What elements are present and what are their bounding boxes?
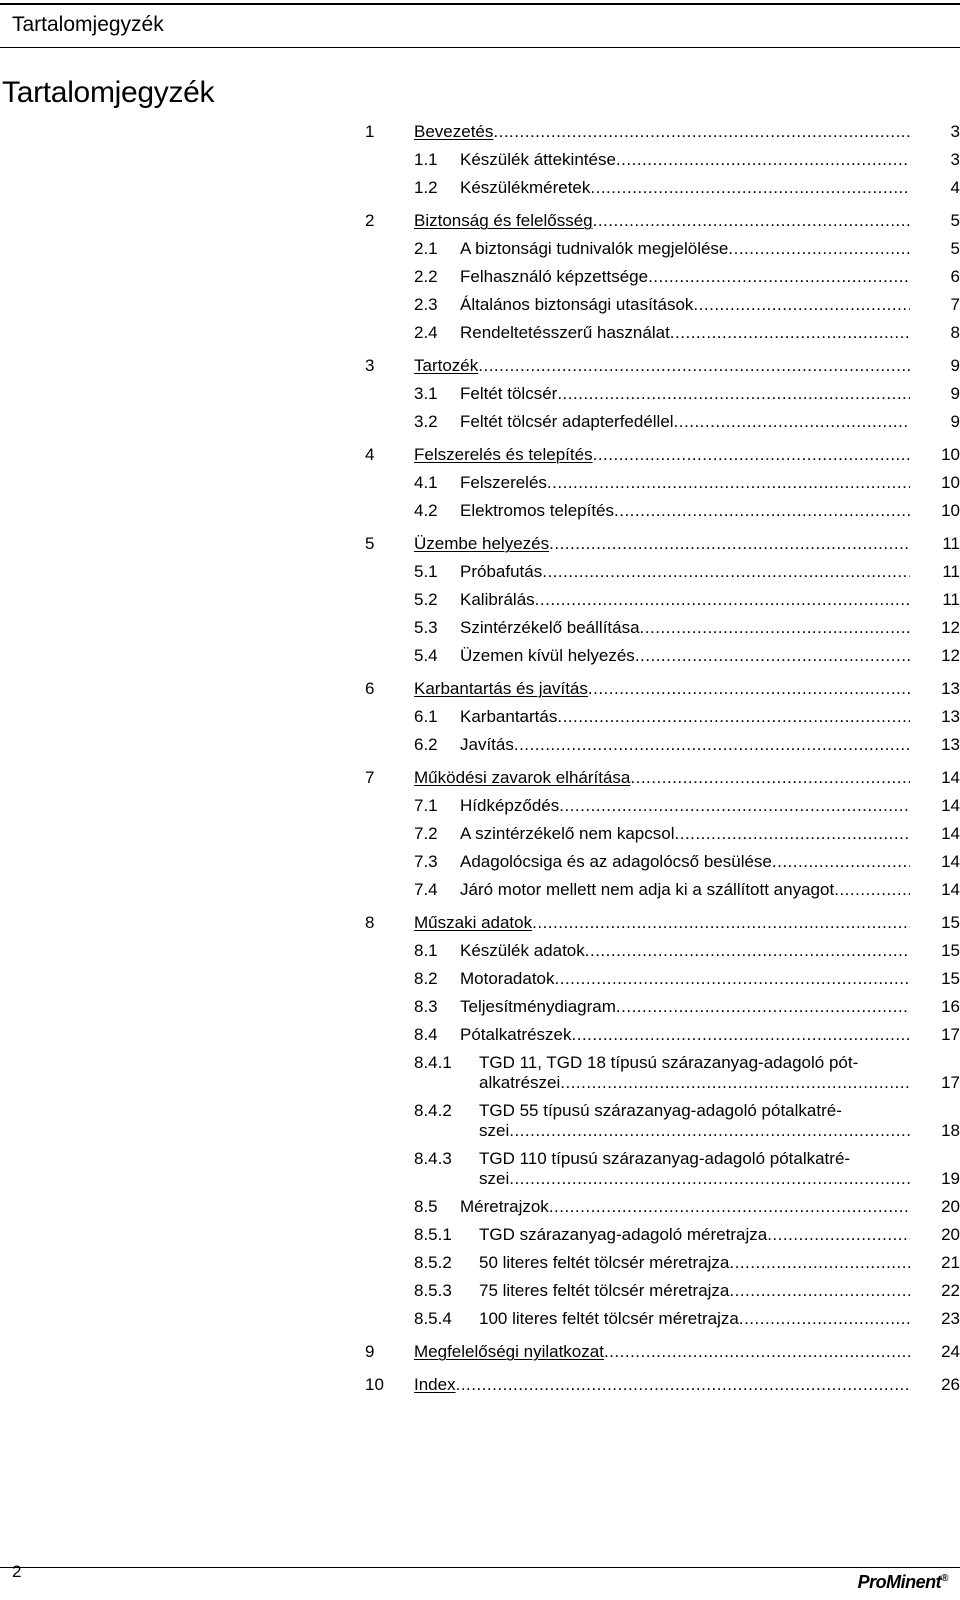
toc-entry-title: Működési zavarok elhárítása (414, 768, 631, 787)
toc-entry-page: 5 (950, 239, 960, 258)
toc-entry-page: 14 (941, 768, 960, 787)
dot-leader (640, 618, 910, 638)
toc-entry-title: TGD 55 típusú szárazanyag-adagoló pótalkatré- (479, 1101, 842, 1120)
toc-entry-title: Üzemen kívül helyezés (460, 646, 635, 665)
toc-entry-page: 12 (941, 646, 960, 665)
dot-leader (572, 1025, 911, 1045)
toc-entry-title-continued: szei (479, 1169, 510, 1188)
toc-entry-page: 14 (941, 852, 960, 871)
toc-entry-number: 6 (365, 679, 375, 698)
dot-leader (559, 796, 910, 816)
dot-leader (739, 1309, 910, 1329)
toc-entry-title: TGD 11, TGD 18 típusú szárazanyag-adagoló pót- (479, 1053, 859, 1072)
dot-leader (593, 445, 910, 465)
dot-leader (456, 1375, 910, 1395)
toc-entry-title: 100 literes feltét tölcsér méretrajza (479, 1309, 739, 1328)
toc-entry-number: 4.1 (414, 473, 438, 492)
toc-entry-number: 3 (365, 356, 375, 375)
toc-entry-number: 1.1 (414, 150, 438, 169)
toc-entry-page: 7 (950, 295, 960, 314)
toc-entry-title: Feltét tölcsér (460, 384, 558, 403)
toc-entry-title: Felszerelés és telepítés (414, 445, 593, 464)
brand-logo: ProMinent® (857, 1572, 948, 1592)
toc-entry-page: 13 (941, 679, 960, 698)
toc-entry-page: 20 (941, 1197, 960, 1216)
toc-entry-title: Pótalkatrészek (460, 1025, 572, 1044)
toc-entry-title: Adagolócsiga és az adagolócső besülése (460, 852, 772, 871)
toc-entry-title: A biztonsági tudnivalók megjelölése (460, 239, 729, 258)
dot-leader (728, 239, 910, 259)
toc-entry-title: Elektromos telepítés (460, 501, 615, 520)
dot-leader (693, 295, 910, 315)
toc-entry-number: 8 (365, 913, 375, 932)
toc-entry-title: Karbantartás és javítás (414, 679, 588, 698)
toc-entry-number: 5.2 (414, 590, 438, 609)
toc-entry-number: 2.1 (414, 239, 438, 258)
dot-leader (729, 1281, 910, 1301)
dot-leader (670, 323, 910, 343)
toc-entry-page: 17 (941, 1025, 960, 1044)
toc-entry-page: 22 (941, 1281, 960, 1300)
toc-entry-number: 8.2 (414, 969, 438, 988)
toc-entry-number: 8.5 (414, 1197, 438, 1216)
toc-entry-page: 12 (941, 618, 960, 637)
toc-entry-page: 10 (941, 445, 960, 464)
dot-leader (630, 768, 910, 788)
toc-entry-number: 8.5.2 (414, 1253, 452, 1272)
toc-entry-page: 6 (950, 267, 960, 286)
toc-entry-number: 1.2 (414, 178, 438, 197)
toc-entry-title: Karbantartás (460, 707, 558, 726)
toc-entry-number: 4 (365, 445, 375, 464)
toc-entry-title: Feltét tölcsér adapterfedéllel (460, 412, 674, 431)
dot-leader (560, 1073, 910, 1093)
toc-entry-title: Megfelelőségi nyilatkozat (414, 1342, 604, 1361)
toc-entry-number: 3.1 (414, 384, 438, 403)
toc-entry-page: 8 (950, 323, 960, 342)
toc-entry-page: 9 (950, 384, 960, 403)
running-header: Tartalomjegyzék (12, 13, 164, 36)
toc-entry-title: Készülék adatok (460, 941, 585, 960)
dot-leader (535, 590, 910, 610)
toc-entry-page: 9 (950, 356, 960, 375)
dot-leader (648, 267, 910, 287)
toc-entry-number: 8.1 (414, 941, 438, 960)
toc-entry-page: 10 (941, 501, 960, 520)
dot-leader (542, 562, 910, 582)
header-top-rule (0, 3, 960, 5)
toc-entry-page: 21 (941, 1253, 960, 1272)
dot-leader (555, 969, 911, 989)
toc-entry-page: 23 (941, 1309, 960, 1328)
dot-leader (729, 1253, 910, 1273)
toc-entry-title: 50 literes feltét tölcsér méretrajza (479, 1253, 730, 1272)
toc-entry-page: 13 (941, 707, 960, 726)
toc-entry-number: 6.2 (414, 735, 438, 754)
toc-entry-page: 5 (950, 211, 960, 230)
toc-entry-page: 17 (941, 1073, 960, 1092)
toc-entry-number: 9 (365, 1342, 375, 1361)
dot-leader (593, 211, 910, 231)
toc-entry-title: Kalibrálás (460, 590, 535, 609)
toc-entry-number: 1 (365, 122, 375, 141)
toc-entry-title: Teljesítménydiagram (460, 997, 616, 1016)
toc-entry-page: 24 (941, 1342, 960, 1361)
toc-entry-number: 3.2 (414, 412, 438, 431)
toc-entry-title: Biztonság és felelősség (414, 211, 593, 230)
toc-entry-title: 75 literes feltét tölcsér méretrajza (479, 1281, 730, 1300)
toc-entry-page: 14 (941, 824, 960, 843)
dot-leader (635, 646, 910, 666)
dot-leader (549, 534, 910, 554)
dot-leader (514, 735, 910, 755)
dot-leader (509, 1169, 910, 1189)
toc-entry-number: 8.4.3 (414, 1149, 452, 1168)
toc-entry-page: 13 (941, 735, 960, 754)
toc-entry-title: Rendeltetésszerű használat (460, 323, 670, 342)
dot-leader (509, 1121, 910, 1141)
toc-entry-title: Tartozék (414, 356, 479, 375)
toc-entry-title-continued: szei (479, 1121, 510, 1140)
dot-leader (834, 880, 910, 900)
toc-entry-page: 11 (942, 534, 960, 553)
toc-entry-title: Index (414, 1375, 456, 1394)
toc-entry-number: 7.4 (414, 880, 438, 899)
toc-entry-title: Javítás (460, 735, 514, 754)
dot-leader (767, 1225, 910, 1245)
toc-entry-number: 7.1 (414, 796, 438, 815)
dot-leader (604, 1342, 910, 1362)
toc-entry-number: 7.2 (414, 824, 438, 843)
toc-entry-page: 14 (941, 796, 960, 815)
toc-entry-number: 8.4.1 (414, 1053, 452, 1072)
dot-leader (588, 679, 910, 699)
toc-entry-title: Készülék áttekintése (460, 150, 616, 169)
toc-entry-title: Próbafutás (460, 562, 543, 581)
dot-leader (493, 122, 910, 142)
toc-entry-page: 26 (941, 1375, 960, 1394)
toc-entry-title: TGD 110 típusú szárazanyag-adagoló pótalkatré- (479, 1149, 851, 1168)
dot-leader (772, 852, 910, 872)
toc-entry-number: 8.4.2 (414, 1101, 452, 1120)
toc-entry-title: Felhasználó képzettsége (460, 267, 649, 286)
toc-entry-page: 16 (941, 997, 960, 1016)
toc-entry-title: Járó motor mellett nem adja ki a szállított anyagot (460, 880, 835, 899)
toc-entry-number: 5 (365, 534, 375, 553)
toc-entry-number: 2.2 (414, 267, 438, 286)
toc-entry-number: 6.1 (414, 707, 438, 726)
page-number: 2 (12, 1562, 22, 1581)
toc-entry-page: 11 (942, 590, 960, 609)
toc-entry-title: Általános biztonsági utasítások (460, 295, 694, 314)
footer-rule (0, 1567, 960, 1568)
dot-leader (532, 913, 910, 933)
toc-entry-page: 15 (941, 913, 960, 932)
toc-entry-page: 3 (950, 122, 960, 141)
toc-entry-number: 10 (365, 1375, 384, 1394)
toc-entry-number: 8.3 (414, 997, 438, 1016)
toc-entry-page: 18 (941, 1121, 960, 1140)
toc-entry-number: 7.3 (414, 852, 438, 871)
dot-leader (549, 1197, 910, 1217)
toc-entry-page: 15 (941, 941, 960, 960)
toc-entry-title: Hídképződés (460, 796, 560, 815)
dot-leader (674, 412, 910, 432)
toc-entry-number: 5.3 (414, 618, 438, 637)
header-bottom-rule (0, 47, 960, 48)
page-title: Tartalomjegyzék (2, 76, 215, 109)
toc-entry-page: 10 (941, 473, 960, 492)
dot-leader (590, 178, 910, 198)
dot-leader (675, 824, 911, 844)
toc-entry-number: 8.4 (414, 1025, 438, 1044)
toc-entry-title: Méretrajzok (460, 1197, 549, 1216)
toc-entry-number: 5.4 (414, 646, 438, 665)
toc-entry-page: 9 (950, 412, 960, 431)
toc-entry-number: 8.5.3 (414, 1281, 452, 1300)
toc-entry-number: 8.5.4 (414, 1309, 452, 1328)
dot-leader (547, 473, 910, 493)
dot-leader (616, 997, 910, 1017)
toc-entry-number: 7 (365, 768, 375, 787)
dot-leader (614, 501, 910, 521)
toc-entry-page: 4 (950, 178, 960, 197)
toc-entry-title: A szintérzékelő nem kapcsol (460, 824, 675, 843)
dot-leader (478, 356, 910, 376)
toc-entry-title: Műszaki adatok (414, 913, 533, 932)
dot-leader (557, 707, 910, 727)
toc-entry-number: 8.5.1 (414, 1225, 452, 1244)
toc-entry-title: Üzembe helyezés (414, 534, 550, 553)
toc-entry-page: 15 (941, 969, 960, 988)
dot-leader (616, 150, 910, 170)
dot-leader (585, 941, 910, 961)
toc-entry-title: TGD szárazanyag-adagoló méretrajza (479, 1225, 768, 1244)
toc-entry-title: Készülékméretek (460, 178, 591, 197)
toc-entry-number: 4.2 (414, 501, 438, 520)
toc-entry-page: 14 (941, 880, 960, 899)
toc-entry-number: 5.1 (414, 562, 438, 581)
toc-entry-title: Szintérzékelő beállítása (460, 618, 640, 637)
toc-entry-title-continued: alkatrészei (479, 1073, 561, 1092)
toc-entry-title: Motoradatok (460, 969, 555, 988)
toc-entry-page: 3 (950, 150, 960, 169)
dot-leader (557, 384, 910, 404)
toc-entry-title: Bevezetés (414, 122, 494, 141)
toc-entry-number: 2.3 (414, 295, 438, 314)
toc-entry-title: Felszerelés (460, 473, 547, 492)
toc-entry-page: 20 (941, 1225, 960, 1244)
toc-entry-page: 11 (942, 562, 960, 581)
toc-entry-number: 2 (365, 211, 375, 230)
toc-entry-page: 19 (941, 1169, 960, 1188)
toc-entry-number: 2.4 (414, 323, 438, 342)
